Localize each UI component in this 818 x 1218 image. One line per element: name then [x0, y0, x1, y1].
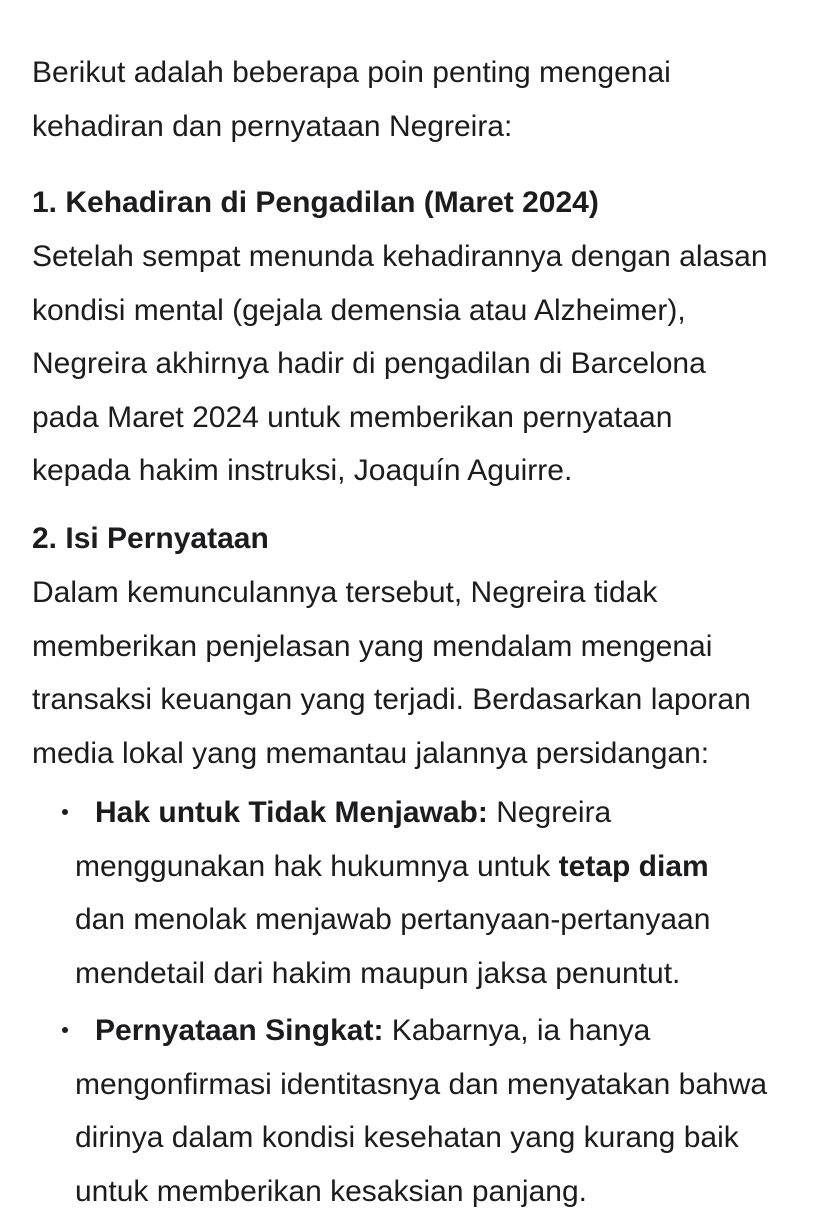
bullet-list [32, 1004, 767, 1218]
bullet-text [75, 786, 710, 1000]
section1-line: kepada hakim instruksi, Joaquín Aguirre. [32, 444, 768, 498]
section1-line: Setelah sempat menunda kehadirannya dengan alasan [32, 230, 768, 284]
bullet-first-line [95, 786, 710, 840]
intro-line: Berikut adalah beberapa poin penting mengenai [32, 46, 671, 100]
bullet-text-span: Kabarnya, ia hanya [383, 1014, 650, 1047]
section2-paragraph [32, 566, 751, 780]
section1-line: pada Maret 2024 untuk memberikan pernyataan [32, 391, 768, 445]
bullet-title: Hak untuk Tidak Menjawab: [95, 796, 488, 829]
bullet-line: mengonfirmasi identitasnya dan menyatakan bahwa [75, 1058, 767, 1112]
bullet-list [32, 786, 710, 1000]
bullet-dot-icon [62, 809, 68, 815]
section2-line: media lokal yang memantau jalannya persidangan: [32, 727, 751, 781]
section2-line: Dalam kemunculannya tersebut, Negreira tidak [32, 566, 751, 620]
bullet-text-span: Negreira [488, 796, 611, 829]
section-heading-isi-pernyataan: 2. Isi Pernyataan [32, 512, 269, 566]
section2-line: transaksi keuangan yang terjadi. Berdasarkan laporan [32, 673, 751, 727]
bullet-text [75, 1004, 767, 1218]
bullet-line [75, 840, 710, 894]
bullet-first-line [95, 1004, 767, 1058]
bullet-line: untuk memberikan kesaksian panjang. [75, 1165, 767, 1218]
bullet-title: Pernyataan Singkat: [95, 1014, 383, 1047]
bullet-line: dirinya dalam kondisi kesehatan yang kurang baik [75, 1111, 767, 1165]
intro-line: kehadiran dan pernyataan Negreira: [32, 100, 671, 154]
list-item-hak-untuk-tidak-menjawab [32, 786, 710, 1000]
bullet-dot-icon [62, 1027, 68, 1033]
bullet-emphasis: tetap diam [559, 850, 709, 883]
section1-line: Negreira akhirnya hadir di pengadilan di Barcelona [32, 337, 768, 391]
list-item-pernyataan-singkat [32, 1004, 767, 1218]
intro-paragraph [32, 46, 671, 153]
bullet-line: dan menolak menjawab pertanyaan-pertanyaan [75, 893, 710, 947]
bullet-text-span: menggunakan hak hukumnya untuk [75, 850, 559, 883]
section1-paragraph [32, 230, 768, 498]
section2-line: memberikan penjelasan yang mendalam mengenai [32, 620, 751, 674]
bullet-line: mendetail dari hakim maupun jaksa penuntut. [75, 947, 710, 1001]
section1-line: kondisi mental (gejala demensia atau Alzheimer), [32, 284, 768, 338]
section-heading-kehadiran: 1. Kehadiran di Pengadilan (Maret 2024) [32, 176, 599, 230]
